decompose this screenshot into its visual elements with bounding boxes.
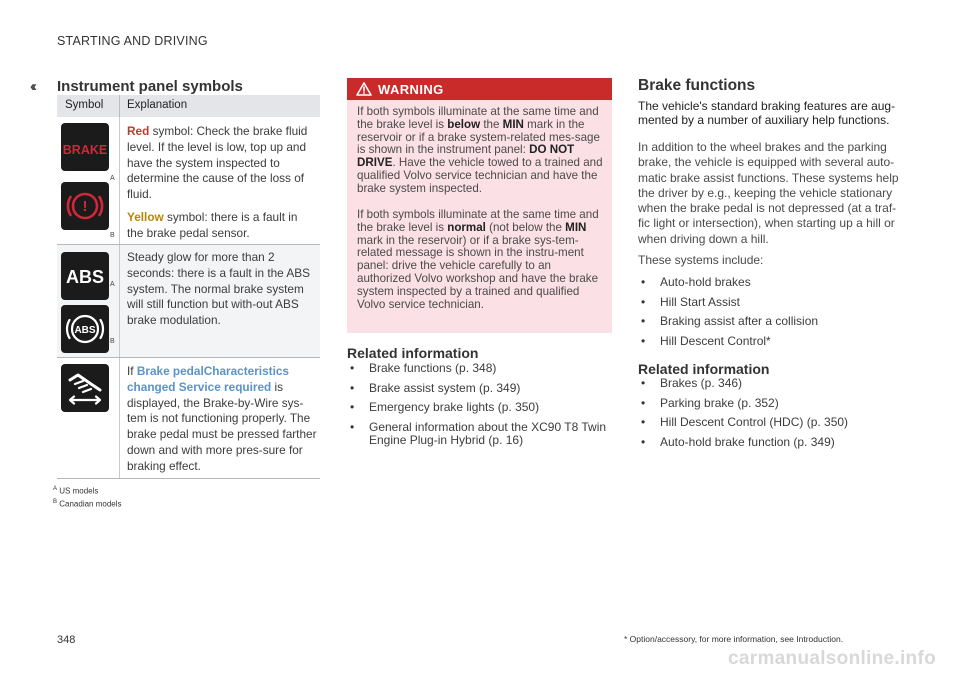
related-link[interactable]: • Emergency brake lights (p. 350) xyxy=(347,401,617,415)
warning-header xyxy=(347,78,612,100)
list-item: • Braking assist after a collision xyxy=(638,315,908,329)
footnote-a: $^A$ US models xyxy=(53,486,99,496)
related-link[interactable]: • Brake assist system (p. 349) xyxy=(347,382,617,396)
related-links-list xyxy=(347,362,617,448)
related-link[interactable]: • Hill Descent Control (HDC) (p. 350) xyxy=(638,416,908,430)
table-row xyxy=(57,358,320,479)
watermark: carmanualsonline.info xyxy=(728,648,936,669)
table-row xyxy=(57,245,320,358)
abs-circle-text: ABS xyxy=(74,325,96,336)
intro-text: The vehicle's standard braking features are aug-mented by a number of auxiliary help functions. xyxy=(638,99,896,127)
footnote-b: $^B$ Canadian models xyxy=(53,498,122,509)
option-footnote: * Option/accessory, for more information, see Introduction. xyxy=(624,634,844,644)
red-label: Red xyxy=(127,124,150,138)
related-links-list xyxy=(638,377,908,449)
related-information-title: Related information xyxy=(347,345,479,361)
systems-list xyxy=(638,276,908,348)
table-header xyxy=(57,95,320,117)
explanation-brake xyxy=(127,124,317,249)
brake-icon-text: BRAKE xyxy=(62,143,108,157)
body-paragraph: In addition to the wheel brakes and the parking brake, the vehicle is equipped with several auto-matic brake assist functions. These systems help the driver by e.g., keeping the vehicle stationary when the brake pedal is not depressed (at a traf-fic light or intersection), when starting up a hill or when driving down a hill. xyxy=(638,140,899,246)
column-header-symbol: Symbol xyxy=(65,99,104,111)
warning-paragraph-2: If both symbols illuminate at the same time and the brake level is normal (not below the MIN mark in the reservoir) or if a brake sys-tem-related message is shown in the instru-ment panel: drive the vehicle carefully to an authorized Volvo workshop and have the brake system inspected by a trained and qualified Volvo service technician. xyxy=(357,208,599,311)
brake-circle-exclamation-icon xyxy=(61,182,109,230)
back-chevron-icon[interactable]: ‹‹ xyxy=(30,78,34,95)
footnote-mark-b: B xyxy=(110,338,115,345)
footnote-mark-a: A xyxy=(110,281,115,288)
symbol-table xyxy=(57,95,320,479)
table-row xyxy=(57,117,320,245)
section-title-brake-functions: Brake functions xyxy=(638,77,756,94)
red-explanation: symbol: Check the brake fluid level. If the level is low, top up and have the system inspected to determine the cause of the loss of fluid. xyxy=(127,124,308,202)
brake-pedal-message-link[interactable]: Brake pedalCharacteristics changed Service required xyxy=(127,364,289,394)
yellow-explanation: symbol: there is a fault in the brake pedal sensor. xyxy=(127,209,298,240)
systems-include-label: These systems include: xyxy=(638,253,764,267)
page-number: 348 xyxy=(57,634,76,646)
list-item: • Hill Start Assist xyxy=(638,296,908,310)
warning-title: WARNING xyxy=(378,82,444,97)
footnote-mark-b: B xyxy=(110,232,115,239)
warning-box xyxy=(347,78,612,333)
section-title-instrument-panel: Instrument panel symbols xyxy=(57,78,243,95)
related-link[interactable]: • Brake functions (p. 348) xyxy=(347,362,617,376)
related-link[interactable]: • Brakes (p. 346) xyxy=(638,377,908,391)
abs-circle-icon xyxy=(61,305,109,353)
exclamation-text: ! xyxy=(82,198,88,215)
table-footnotes xyxy=(53,484,122,509)
list-item: • Auto-hold brakes xyxy=(638,276,908,290)
related-link[interactable]: • Parking brake (p. 352) xyxy=(638,397,908,411)
brake-pedal-warning-icon xyxy=(61,364,109,412)
running-header: STARTING AND DRIVING xyxy=(57,34,208,48)
related-information-title: Related information xyxy=(638,361,770,377)
abs-warning-icon xyxy=(61,252,109,300)
column-header-explanation: Explanation xyxy=(127,99,188,111)
abs-icon-text: ABS xyxy=(65,267,105,287)
related-link[interactable]: • General information about the XC90 T8 Twin Engine Plug-in Hybrid (p. 16) xyxy=(347,421,617,448)
warning-paragraph-1: If both symbols illuminate at the same time and the brake level is below the MIN mark in the reservoir or if a brake system-related mes-sage is shown in the instrument panel: DO NOT DRIVE. Have the vehicle towed to a trained and qualified Volvo service technician and have the brake system inspected. xyxy=(357,105,603,195)
yellow-label: Yellow xyxy=(127,209,164,224)
list-item: • Hill Descent Control* xyxy=(638,335,908,349)
explanation-brake-pedal: If Brake pedalCharacteristics changed Service required is displayed, the Brake-by-Wire sys-tem is not functioning properly. The brake pedal must be pressed farther down and with more pres-sure for braking effect. xyxy=(127,364,317,473)
explanation-abs: Steady glow for more than 2 seconds: there is a fault in the ABS system. The normal brake system will still function but with-out ABS brake modulation. xyxy=(127,250,310,328)
related-link[interactable]: • Auto-hold brake function (p. 349) xyxy=(638,436,908,450)
warning-triangle-icon xyxy=(356,82,372,96)
brake-warning-icon xyxy=(61,123,109,171)
footnote-mark-a: A xyxy=(110,175,115,182)
